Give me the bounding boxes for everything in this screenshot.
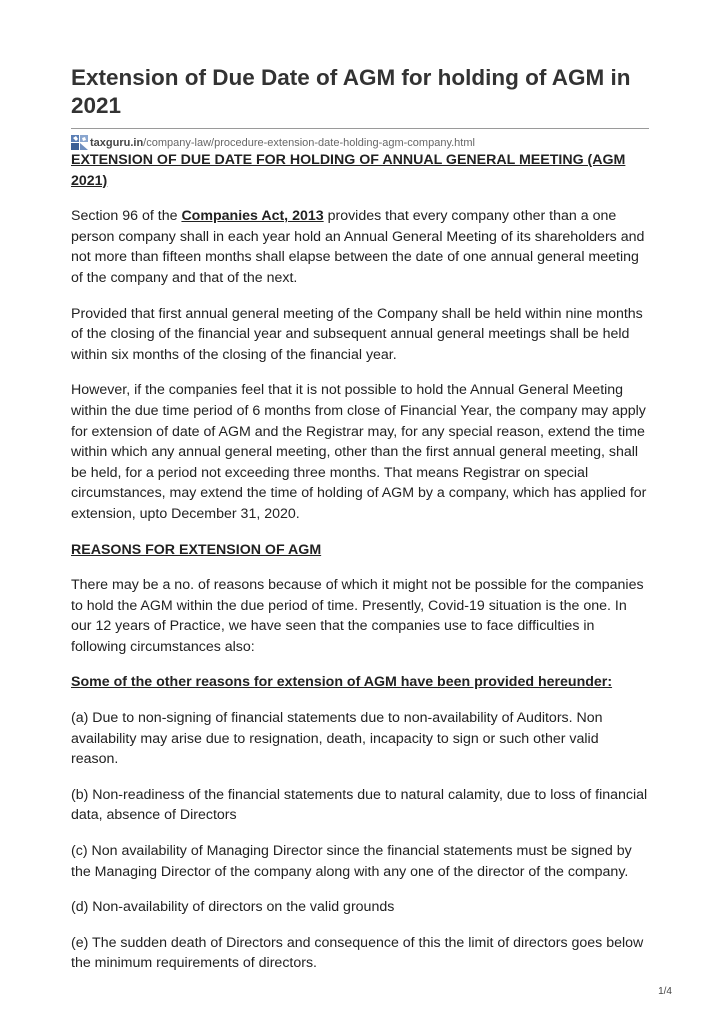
- section-heading-extension: EXTENSION OF DUE DATE FOR HOLDING OF ANNUAL GENERAL MEETING (AGM 2021): [71, 152, 626, 189]
- paragraph-text: provides that every company other than a one person company shall in each year hold an Annual General Meeting of its shareholders and not more than fifteen months shall elapse between the date of one annual general meeting of the company and that of the next.: [71, 208, 645, 286]
- article-body: [71, 150, 649, 974]
- paragraph-section-96: [71, 206, 649, 288]
- paragraph-text: Section 96 of the: [71, 208, 182, 225]
- paragraph-reasons-intro: There may be a no. of reasons because of which it might not be possible for the companies to hold the AGM within the due period of time. Presently, Covid-19 situation is the one. In our 12 years of Practice, we have seen that the companies use to face difficulties in following circumstances also:: [71, 577, 644, 655]
- source-link-path[interactable]: /company-law/procedure-extension-date-holding-agm-company.html: [143, 136, 475, 149]
- source-link-domain[interactable]: taxguru.in: [90, 136, 144, 149]
- companies-act-link[interactable]: Companies Act, 2013: [181, 208, 324, 225]
- list-item: (c) Non availability of Managing Director since the financial statements must be signed by the Managing Director of the company along with any one of the director of the company.: [71, 843, 632, 880]
- section-heading-reasons: REASONS FOR EXTENSION OF AGM: [71, 541, 322, 558]
- list-item: (e) The sudden death of Directors and consequence of this the limit of directors goes below the minimum requirements of directors.: [71, 934, 644, 972]
- list-item: (a) Due to non-signing of financial statements due to non-availability of Auditors. Non availability may arise due to resignation, death, incapacity to sign or such other valid reason.: [71, 710, 603, 768]
- document-page: [71, 64, 649, 974]
- list-item: (d) Non-availability of directors on the valid grounds: [71, 899, 395, 916]
- page-number: 1/4: [658, 986, 672, 997]
- paragraph-registrar-extension: However, if the companies feel that it is not possible to hold the Annual General Meeting within the due time period of 6 months from close of Financial Year, the company may apply for extension of date of AGM and the Registrar may, for any special reason, extend the time within which any annual general meeting, other than the first annual general meeting, shall be held, for a period not exceeding three months. That means Registrar on special circumstances, may extend the time of holding of AGM by a company, which has applied for extension, upto December 31, 2020.: [71, 382, 647, 522]
- article-title: Extension of Due Date of AGM for holding of AGM in 2021: [71, 65, 631, 118]
- list-item: (b) Non-readiness of the financial statements due to natural calamity, due to loss of financial data, absence of Directors: [71, 786, 648, 824]
- title-divider: [71, 128, 649, 129]
- paragraph-first-agm: Provided that first annual general meeting of the Company shall be held within nine months of the closing of the financial year and subsequent annual general meetings shall be held within six months of the closing of the financial year.: [71, 305, 643, 363]
- source-line: [71, 135, 649, 150]
- taxguru-logo-icon: [71, 135, 88, 150]
- section-heading-other-reasons: Some of the other reasons for extension of AGM have been provided hereunder:: [71, 674, 613, 691]
